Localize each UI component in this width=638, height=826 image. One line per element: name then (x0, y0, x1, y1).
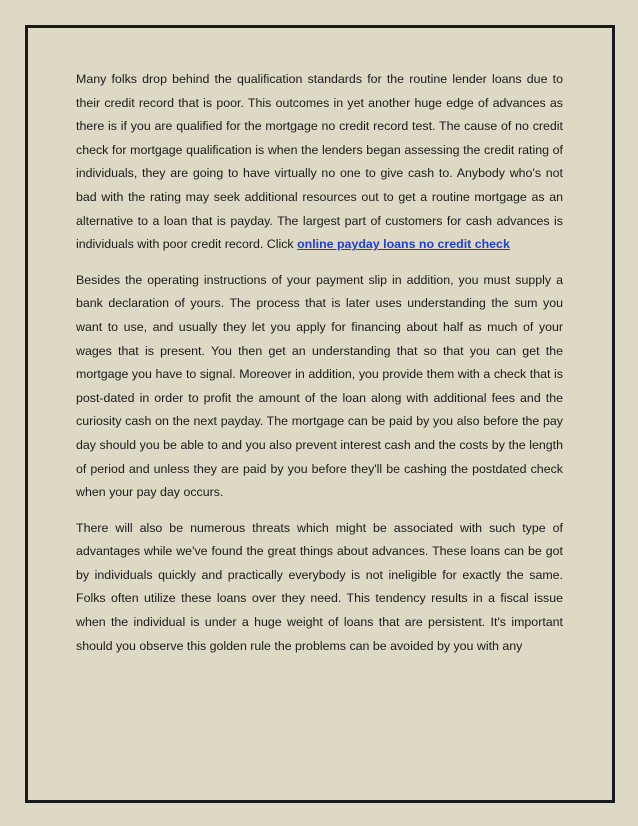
paragraph-1-text: Many folks drop behind the qualification standards for the routine lender loans due to their credit record that is poor. This outcomes in yet another huge edge of advances as there is if you are qualified for the mortgage no credit record test. The cause of no credit check for mortgage qualification is when the lenders began assessing the credit rating of individuals, they are going to have virtually no one to give cash to. Anybody who's not bad with the rating may seek additional resources out to get a routine mortgage as an alternative to a loan that is payday. The largest part of customers for cash advances is individuals with poor credit record. Click (76, 72, 563, 252)
paragraph-1 (76, 68, 563, 257)
payday-loans-link[interactable]: online payday loans no credit check (297, 237, 510, 252)
paragraph-2 (76, 269, 563, 505)
paragraph-3-text: There will also be numerous threats which might be associated with such type of advantages while we've found the great things about advances. These loans can be got by individuals quickly and practically everybody is not ineligible for exactly the same. Folks often utilize these loans over they need. This tendency results in a fiscal issue when the individual is under a huge weight of loans that are persistent. It's important should you observe this golden rule the problems can be avoided by you with any (76, 520, 563, 653)
paragraph-3 (76, 517, 563, 659)
paragraph-2-text: Besides the operating instructions of your payment slip in addition, you must supply a bank declaration of yours. The process that is later uses understanding the sum you want to use, and usually they let you apply for financing about half as much of your wages that is present. You then get an understanding that so that you can get the mortgage you have to signal. Moreover in addition, you provide them with a check that is post-dated in order to profit the amount of the loan along with additional fees and the curiosity cash on the next payday. The mortgage can be paid by you also before the pay day should you be able to and you also prevent interest cash and the costs by the length of period and unless they are paid by you before they'll be cashing the postdated check when your pay day occurs. (76, 272, 563, 500)
document-body (76, 68, 563, 670)
